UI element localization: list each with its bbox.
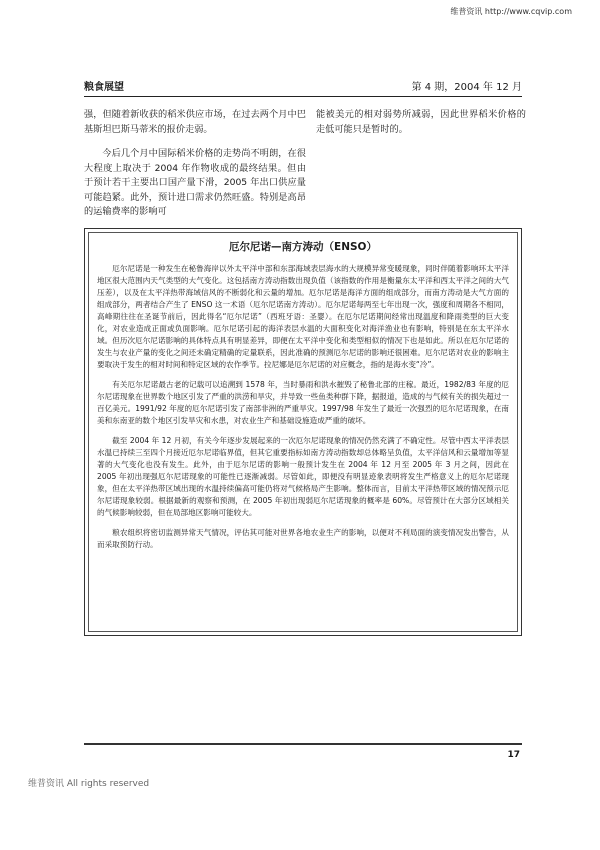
box-paragraph: 有关厄尔尼诺最古老的记载可以追溯到 1578 年，当时暴雨和洪水摧毁了秘鲁北部的庄稼。最近，1982/83 年度的厄尔尼诺现象在世界数个地区引发了严重的洪涝和旱灾，并导致一些鱼类种群下降，据报道，造成的与气候有关的损失超过一百亿美元。1991/92 年度的厄尔尼诺引发了南部非洲的严重旱灾。1997/98 年发生了最近一次强烈的厄尔尼诺现象，在南美和东南亚的数个地区引发旱灾和水患，对农业生产和基础设施造成严重的破坏。 — [97, 380, 509, 425]
paragraph: 今后几个月中国际稻米价格的走势尚不明朗，在很大程度上取决于 2004 年作物收成的最终结果。但由于预计若干主要出口国产量下滑，2005 年出口供应量可能趋紧。此外，预计进口需求仍然旺盛。特别是高昂的运输费率的影响可 — [84, 148, 306, 217]
enso-sidebar-box — [84, 228, 522, 636]
box-paragraph: 厄尔尼诺是一种发生在秘鲁海岸以外太平洋中部和东部海域表层海水的大规模异常变暖现象，同时伴随着影响环太平洋地区很大范围内天气类型的大气变化。这包括南方涛动指数出现负值（该指数的作用是衡量东太平洋和西太平洋之间的大气压差），以及在太平洋热带海域信风的不断弱化和云量的增加。厄尔尼诺是海洋方面的组成部分，而南方涛动是大气方面的组成部分，两者结合产生了 ENSO 这一术语（厄尔尼诺南方涛动）。厄尔尼诺每两至七年出现一次，强度和周期各不相同，高峰期往往在圣诞节前后，因此得名“厄尔尼诺”（西班牙语：圣婴）。在厄尔尼诺期间经常出现温度和降雨类型的巨大变化，对农业造成正面或负面影响。厄尔尼诺引起的海洋表层水温的大面积变化对海洋渔业也有影响，特别是在东太平洋水域。但历次厄尔尼诺影响的具体特点具有明显差异，即便在太平洋中变化和类型相似的情况下也是如此。所以在厄尔尼诺的发生与农业产量的变化之间还未确定精确的定量联系，因此准确的预测厄尔尼诺的影响还很困难。厄尔尼诺对农业的影响主要取决于发生的相对时间和特定区域的农作季节。拉尼娜是厄尔尼诺的对应概念，指的是海水变“冷”。 — [97, 264, 509, 369]
header-divider — [84, 96, 522, 97]
footer-divider — [84, 743, 522, 745]
issue-info: 第 4 期，2004 年 12 月 — [411, 82, 522, 93]
box-body — [97, 263, 509, 559]
box-paragraph: 粮农组织将密切监测异常天气情况，评估其可能对世界各地农业生产的影响，以便对不利局面的演变情况发出警告，从而采取预防行动。 — [97, 528, 509, 549]
page-number: 17 — [507, 750, 520, 760]
watermark-top: 维普资讯 http://www.cqvip.com — [450, 7, 572, 16]
box-paragraph: 截至 2004 年 12 月初，有关今年逐步发展起来的一次厄尔尼诺现象的情况仍然充满了不确定性。尽管中西太平洋表层水温已持续三至四个月接近厄尔尼诺临界值，但其它重要指标如南方涛动指数却总体略呈负值，太平洋信风和云量增加等显著的大气变化也没有发生。此外，由于厄尔尼诺的影响一般预计发生在 2004 年 12 月至 2005 年 3 月之间，因此在 2005 年初出现强厄尔尼诺现象的可能性已逐渐减弱。尽管如此，即便没有明显迹象表明将发生严格意义上的厄尔尼诺现象，但在太平洋热带区域出现的水温持续偏高可能仍将对气候格局产生影响。整体而言，目前太平洋热带区域的情况预示厄尔尼诺现象较弱。根据最新的观察和预测，在 2005 年初出现弱厄尔尼诺现象的概率是 60%。尽管预计在大部分区域相关的气候影响较弱，但在局部地区影响可能较大。 — [97, 436, 509, 517]
left-column — [84, 108, 306, 230]
paragraph: 强，但随着新收获的稻米供应市场，在过去两个月中巴基斯坦巴斯马蒂米的报价走弱。 — [84, 109, 306, 135]
right-column — [316, 108, 526, 147]
watermark-bottom: 维普资讯 All rights reserved — [28, 779, 150, 789]
box-title: 厄尔尼诺—南方涛动（ENSO） — [229, 241, 377, 253]
paragraph: 能被美元的相对弱势所减弱，因此世界稻米价格的走低可能只是暂时的。 — [316, 109, 526, 135]
page-header — [84, 78, 522, 98]
journal-title: 粮食展望 — [84, 82, 124, 93]
